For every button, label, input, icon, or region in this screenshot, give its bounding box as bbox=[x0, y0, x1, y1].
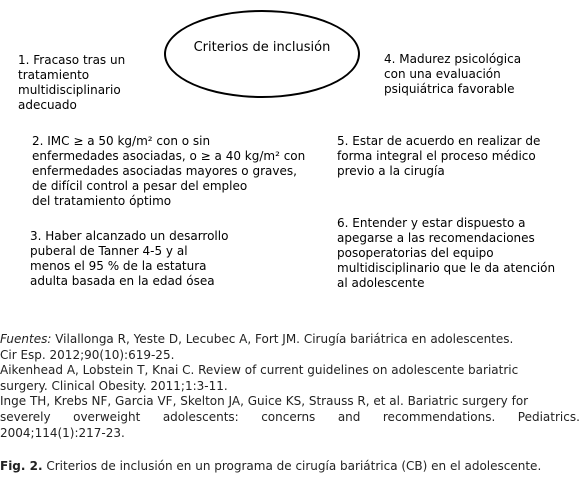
criterion-3-line: menos el 95 % de la estatura bbox=[30, 259, 207, 273]
sources-label: Fuentes: bbox=[0, 332, 52, 346]
source-line-6 bbox=[0, 410, 580, 426]
criterion-6-line: apegarse a las recomendaciones bbox=[337, 231, 535, 245]
source-word: concerns bbox=[261, 409, 316, 424]
source-word: Pediatrics. bbox=[517, 409, 580, 424]
source-line-4: surgery. Clinical Obesity. 2011;1:3-11. bbox=[0, 378, 228, 393]
criterion-6 bbox=[337, 216, 555, 291]
criterion-5 bbox=[337, 134, 540, 179]
source-word: overweight bbox=[73, 409, 141, 424]
criterion-2-line: 2. IMC ≥ a 50 kg/m² con o sin bbox=[32, 134, 211, 148]
criterion-3 bbox=[30, 229, 228, 289]
criterion-5-line: 5. Estar de acuerdo en realizar de bbox=[337, 134, 541, 148]
source-line-2: Cir Esp. 2012;90(10):619-25. bbox=[0, 347, 175, 362]
criterion-1-line: adecuado bbox=[18, 98, 77, 112]
criterion-4-line: con una evaluación bbox=[384, 67, 501, 81]
source-word: and bbox=[337, 409, 361, 424]
criterion-3-line: 3. Haber alcanzado un desarrollo bbox=[30, 229, 229, 243]
criterion-4-line: 4. Madurez psicológica bbox=[384, 52, 522, 66]
center-label: Criterios de inclusión bbox=[193, 40, 331, 55]
source-line-1 bbox=[0, 332, 580, 348]
criterion-2-line: del tratamiento óptimo bbox=[32, 194, 172, 208]
sources-block bbox=[0, 332, 580, 441]
criterion-2-line: de difícil control a pesar del empleo bbox=[32, 179, 248, 193]
criterion-3-line: puberal de Tanner 4-5 y al bbox=[30, 244, 188, 258]
source-line-3: Aikenhead A, Lobstein T, Knai C. Review of current guidelines on adolescente bariatric bbox=[0, 363, 519, 378]
criterion-2-line: enfermedades asociadas, o ≥ a 40 kg/m² con bbox=[32, 149, 306, 163]
criterion-4-line: psiquiátrica favorable bbox=[384, 82, 515, 96]
figure-caption bbox=[0, 459, 541, 473]
figure-caption-text: Criterios de inclusión en un programa de cirugía bariátrica (CB) en el adolescente. bbox=[42, 459, 542, 473]
source-word: severely bbox=[0, 409, 51, 424]
criterion-1-line: tratamiento bbox=[18, 68, 90, 82]
criterion-6-line: al adolescente bbox=[337, 276, 425, 290]
criterion-6-line: multidisciplinario que le da atención bbox=[337, 261, 556, 275]
criterion-2-line: enfermedades asociadas mayores o graves, bbox=[32, 164, 297, 178]
source-word: adolescents: bbox=[162, 409, 239, 424]
criterion-5-line: forma integral el proceso médico bbox=[337, 149, 536, 163]
criterion-1-line: 1. Fracaso tras un bbox=[18, 53, 126, 67]
criterion-5-line: previo a la cirugía bbox=[337, 164, 445, 178]
criterion-6-line: 6. Entender y estar dispuesto a bbox=[337, 216, 526, 230]
figure-label: Fig. 2. bbox=[0, 459, 43, 473]
source-line-7: 2004;114(1):217-23. bbox=[0, 425, 125, 440]
source-line-5: Inge TH, Krebs NF, Garcia VF, Skelton JA, Guice KS, Strauss R, et al. Bariatric surgery for bbox=[0, 394, 529, 409]
criterion-1 bbox=[18, 53, 125, 113]
criterion-4 bbox=[384, 52, 521, 97]
criterion-3-line: adulta basada en la edad ósea bbox=[30, 274, 215, 288]
criterion-1-line: multidisciplinario bbox=[18, 83, 121, 97]
source-text: Vilallonga R, Yeste D, Lecubec A, Fort JM. Cirugía bariátrica en adolescentes. bbox=[55, 332, 514, 346]
criterion-2 bbox=[32, 134, 305, 209]
source-word: recommendations. bbox=[382, 409, 496, 424]
criterion-6-line: posoperatorias del equipo bbox=[337, 246, 494, 260]
